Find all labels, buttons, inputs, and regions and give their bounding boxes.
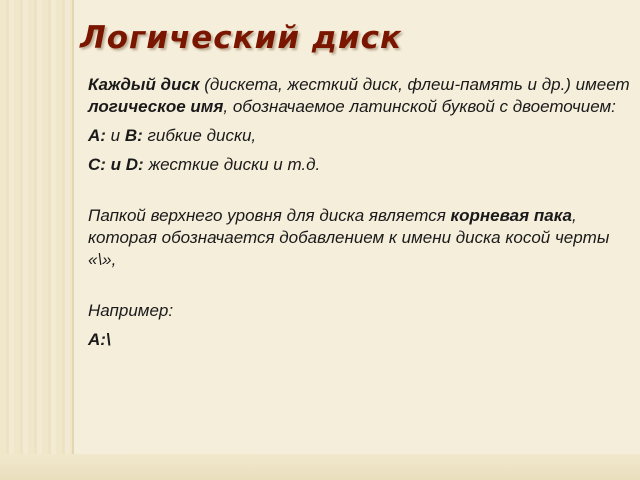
slide-body bbox=[88, 74, 634, 351]
intro-text-1: (дискета, жесткий диск, флеш-память и др.) имеет bbox=[199, 75, 630, 94]
intro-text-2: , обозначаемое латинской буквой с двоеточием: bbox=[223, 97, 616, 116]
term-logical-name: логическое имя bbox=[88, 97, 224, 116]
decorative-bottom-band bbox=[0, 454, 640, 480]
term-root-folder: корневая пака bbox=[450, 206, 572, 225]
term-each-disk: Каждый диск bbox=[88, 75, 200, 94]
hard-disk-line bbox=[88, 154, 634, 176]
slide-title: Логический диск bbox=[80, 20, 403, 56]
floppy-line bbox=[88, 125, 634, 147]
hard-disk-text: жесткие диски и т.д. bbox=[143, 155, 321, 174]
drive-letter-b: B: bbox=[124, 126, 143, 145]
root-folder-paragraph bbox=[88, 205, 634, 271]
drive-letters-c-d: С: и D: bbox=[88, 155, 144, 174]
intro-paragraph bbox=[88, 74, 634, 118]
root-text-1: Папкой верхнего уровня для диска является bbox=[88, 206, 451, 225]
example-value: A:\ bbox=[88, 330, 111, 349]
example-label: Например: bbox=[88, 301, 174, 320]
drive-letter-a: А: bbox=[88, 126, 106, 145]
conjunction-and: и bbox=[105, 126, 125, 145]
root-text-2: , которая обозначается добавлением к имени диска косой черты «\», bbox=[88, 206, 610, 269]
decorative-left-stripe bbox=[0, 0, 74, 480]
floppy-text: гибкие диски, bbox=[142, 126, 257, 145]
